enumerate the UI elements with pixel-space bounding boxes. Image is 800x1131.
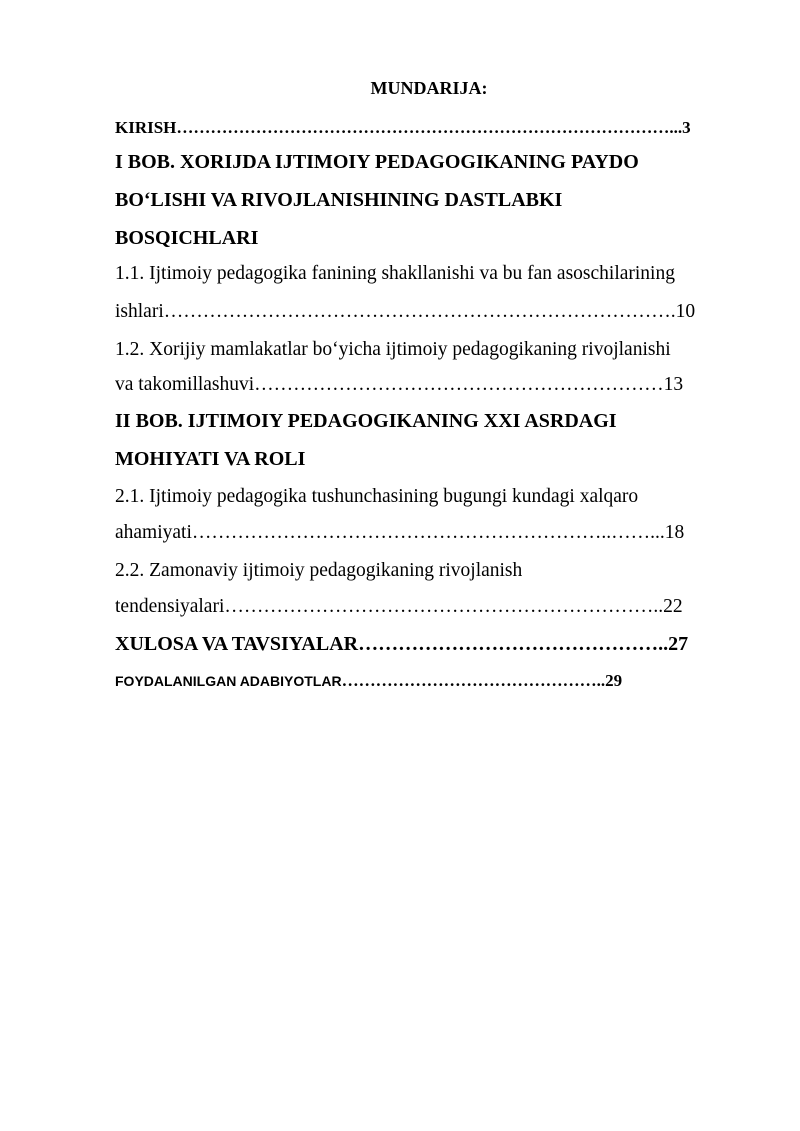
toc-chapter1-line2: BO‘LISHI VA RIVOJLANISHINING DASTLABKI (115, 189, 563, 211)
toc-section-2-2-line2: tendensiyalari…………………………………………………………..22 (115, 596, 683, 617)
toc-chapter2-line1: II BOB. IJTIMOIY PEDAGOGIKANING XXI ASRDAGI (115, 410, 617, 432)
toc-references-label: FOYDALANILGAN ADABIYOTLAR (115, 673, 342, 689)
toc-section-2-2-line1: 2.2. Zamonaviy ijtimoiy pedagogikaning rivojlanish (115, 560, 523, 581)
toc-section-2-1-line2: ahamiyati………………………………………………………..……...18 (115, 522, 685, 543)
toc-entry-intro: KIRISH……………………………………………………………………………...3 (115, 118, 691, 137)
toc-entry-references (115, 671, 622, 691)
toc-references-page: ………………………………………..29 (341, 671, 623, 690)
toc-section-1-1-line2: ishlari…………………………………………………………………….10 (115, 301, 696, 322)
toc-section-2-1-line1: 2.1. Ijtimoiy pedagogika tushunchasining bugungi kundagi xalqaro (115, 486, 639, 507)
toc-section-1-1-line1: 1.1. Ijtimoiy pedagogika fanining shakllanishi va bu fan asoschilarining (115, 263, 675, 284)
toc-chapter1-line1: I BOB. XORIJDA IJTIMOIY PEDAGOGIKANING PAYDO (115, 151, 639, 173)
toc-section-1-2-line1: 1.2. Xorijiy mamlakatlar bo‘yicha ijtimoiy pedagogikaning rivojlanishi (115, 339, 671, 360)
toc-entry-conclusion: XULOSA VA TAVSIYALAR………………………………………..27 (115, 633, 689, 655)
toc-chapter1-line3: BOSQICHLARI (115, 227, 259, 249)
toc-title: MUNDARIJA: (370, 78, 488, 98)
toc-chapter2-line2: MOHIYATI VA ROLI (115, 448, 306, 470)
toc-section-1-2-line2: va takomillashuvi………………………………………………………13 (115, 374, 684, 395)
